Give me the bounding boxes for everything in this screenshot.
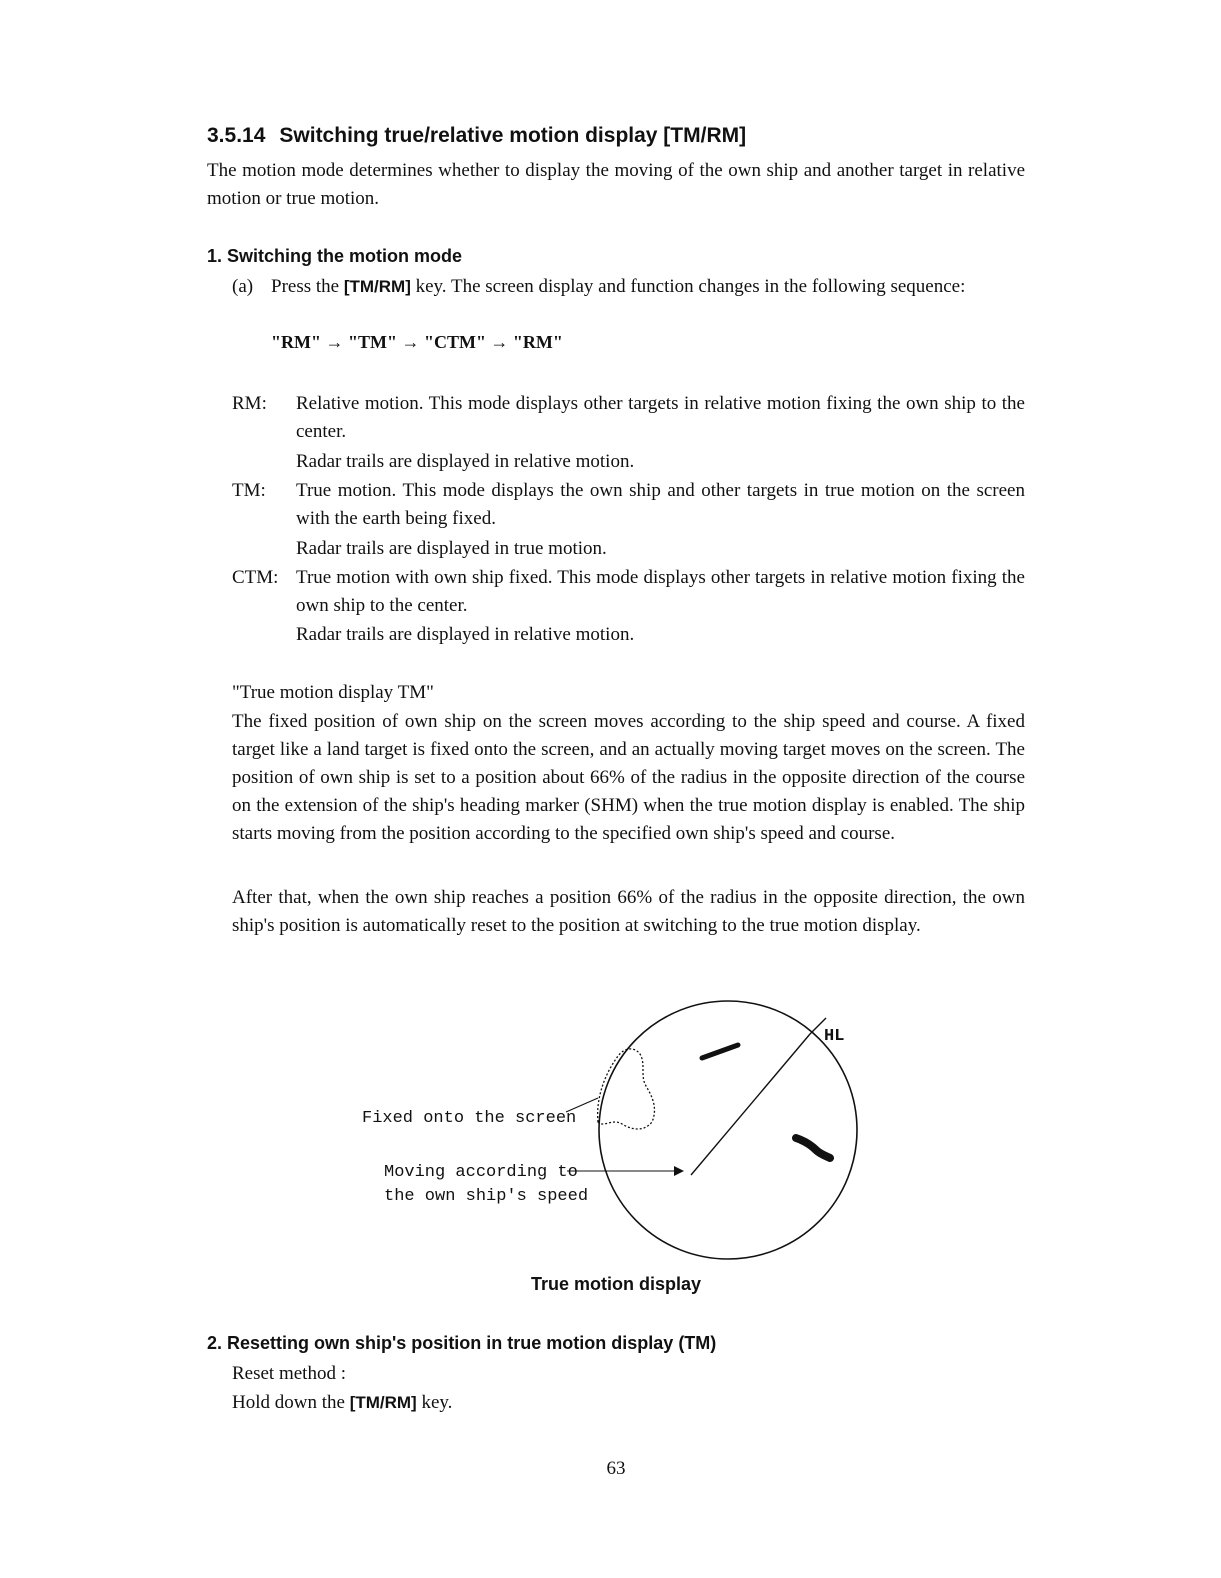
- reset-method-label: Reset method :: [232, 1363, 346, 1384]
- reset-instruction-before: Hold down the: [232, 1392, 350, 1413]
- mode-tm-desc: True motion. This mode displays the own ship and other targets in true motion on the screen with the earth being fixed.: [296, 480, 1025, 529]
- mode-sequence: "RM" → "TM" → "CTM" → "RM": [271, 332, 563, 352]
- tm-paragraph-2: After that, when the own ship reaches a position 66% of the radius in the opposite direction, the own ship's position is automatically reset to the position at switching to the true motion display.: [232, 887, 1025, 936]
- label-moving-line1: Moving according to: [384, 1163, 578, 1182]
- tmrm-key-label: [TM/RM]: [343, 277, 411, 296]
- label-fixed-onto-screen: Fixed onto the screen: [362, 1109, 577, 1128]
- section-heading: [207, 124, 746, 148]
- mode-rm-trails: Radar trails are displayed in relative motion.: [296, 451, 635, 472]
- item-a-text-after: key. The screen display and function changes in the following sequence:: [410, 276, 966, 297]
- tmrm-key-label-2: [TM/RM]: [349, 1393, 417, 1412]
- section-number: 3.5.14: [207, 124, 266, 147]
- item-a-text: [271, 273, 1025, 301]
- step1-heading: 1. Switching the motion mode: [207, 246, 463, 266]
- moving-target-mark-2: [796, 1138, 830, 1158]
- step2-heading: 2. Resetting own ship's position in true motion display (TM): [207, 1333, 717, 1353]
- mode-ctm-desc: True motion with own ship fixed. This mode displays other targets in relative motion fixing the own ship to the center.: [296, 567, 1025, 616]
- item-a-marker: (a): [232, 276, 254, 297]
- label-moving-line2: the own ship's speed: [384, 1187, 589, 1206]
- true-motion-figure: [340, 990, 880, 1270]
- moving-target-mark: [702, 1045, 738, 1058]
- radar-circle: [599, 1001, 857, 1259]
- tm-title: "True motion display TM": [232, 682, 434, 703]
- mode-ctm-label: CTM:: [232, 567, 279, 588]
- page-number: 63: [606, 1458, 626, 1479]
- reset-instruction-after: key.: [416, 1392, 453, 1413]
- mode-rm-desc: Relative motion. This mode displays other targets in relative motion fixing the own ship to the center.: [296, 393, 1025, 442]
- reset-instruction: [232, 1389, 452, 1417]
- mode-rm-label: RM:: [232, 393, 267, 414]
- mode-ctm-trails: Radar trails are displayed in relative motion.: [296, 624, 635, 645]
- section-intro: The motion mode determines whether to display the moving of the own ship and another target in relative motion or true motion.: [207, 160, 1025, 209]
- section-title: Switching true/relative motion display [TM/RM]: [279, 124, 747, 147]
- item-a-text-before: Press the: [271, 276, 344, 297]
- label-hl: HL: [824, 1027, 845, 1046]
- figure-caption: True motion display: [530, 1274, 702, 1294]
- mode-tm-label: TM:: [232, 480, 266, 501]
- tm-paragraph-1: The fixed position of own ship on the screen moves according to the ship speed and course. A fixed target like a land target is fixed onto the screen, and an actually moving target moves on the screen. The position of own ship is set to a position about 66% of the radius in the opposite direction of the course on the extension of the ship's heading marker (SHM) when the true motion display is enabled. The ship starts moving from the position according to the specified own ship's speed and course.: [232, 711, 1025, 844]
- mode-tm-trails: Radar trails are displayed in true motion.: [296, 538, 607, 559]
